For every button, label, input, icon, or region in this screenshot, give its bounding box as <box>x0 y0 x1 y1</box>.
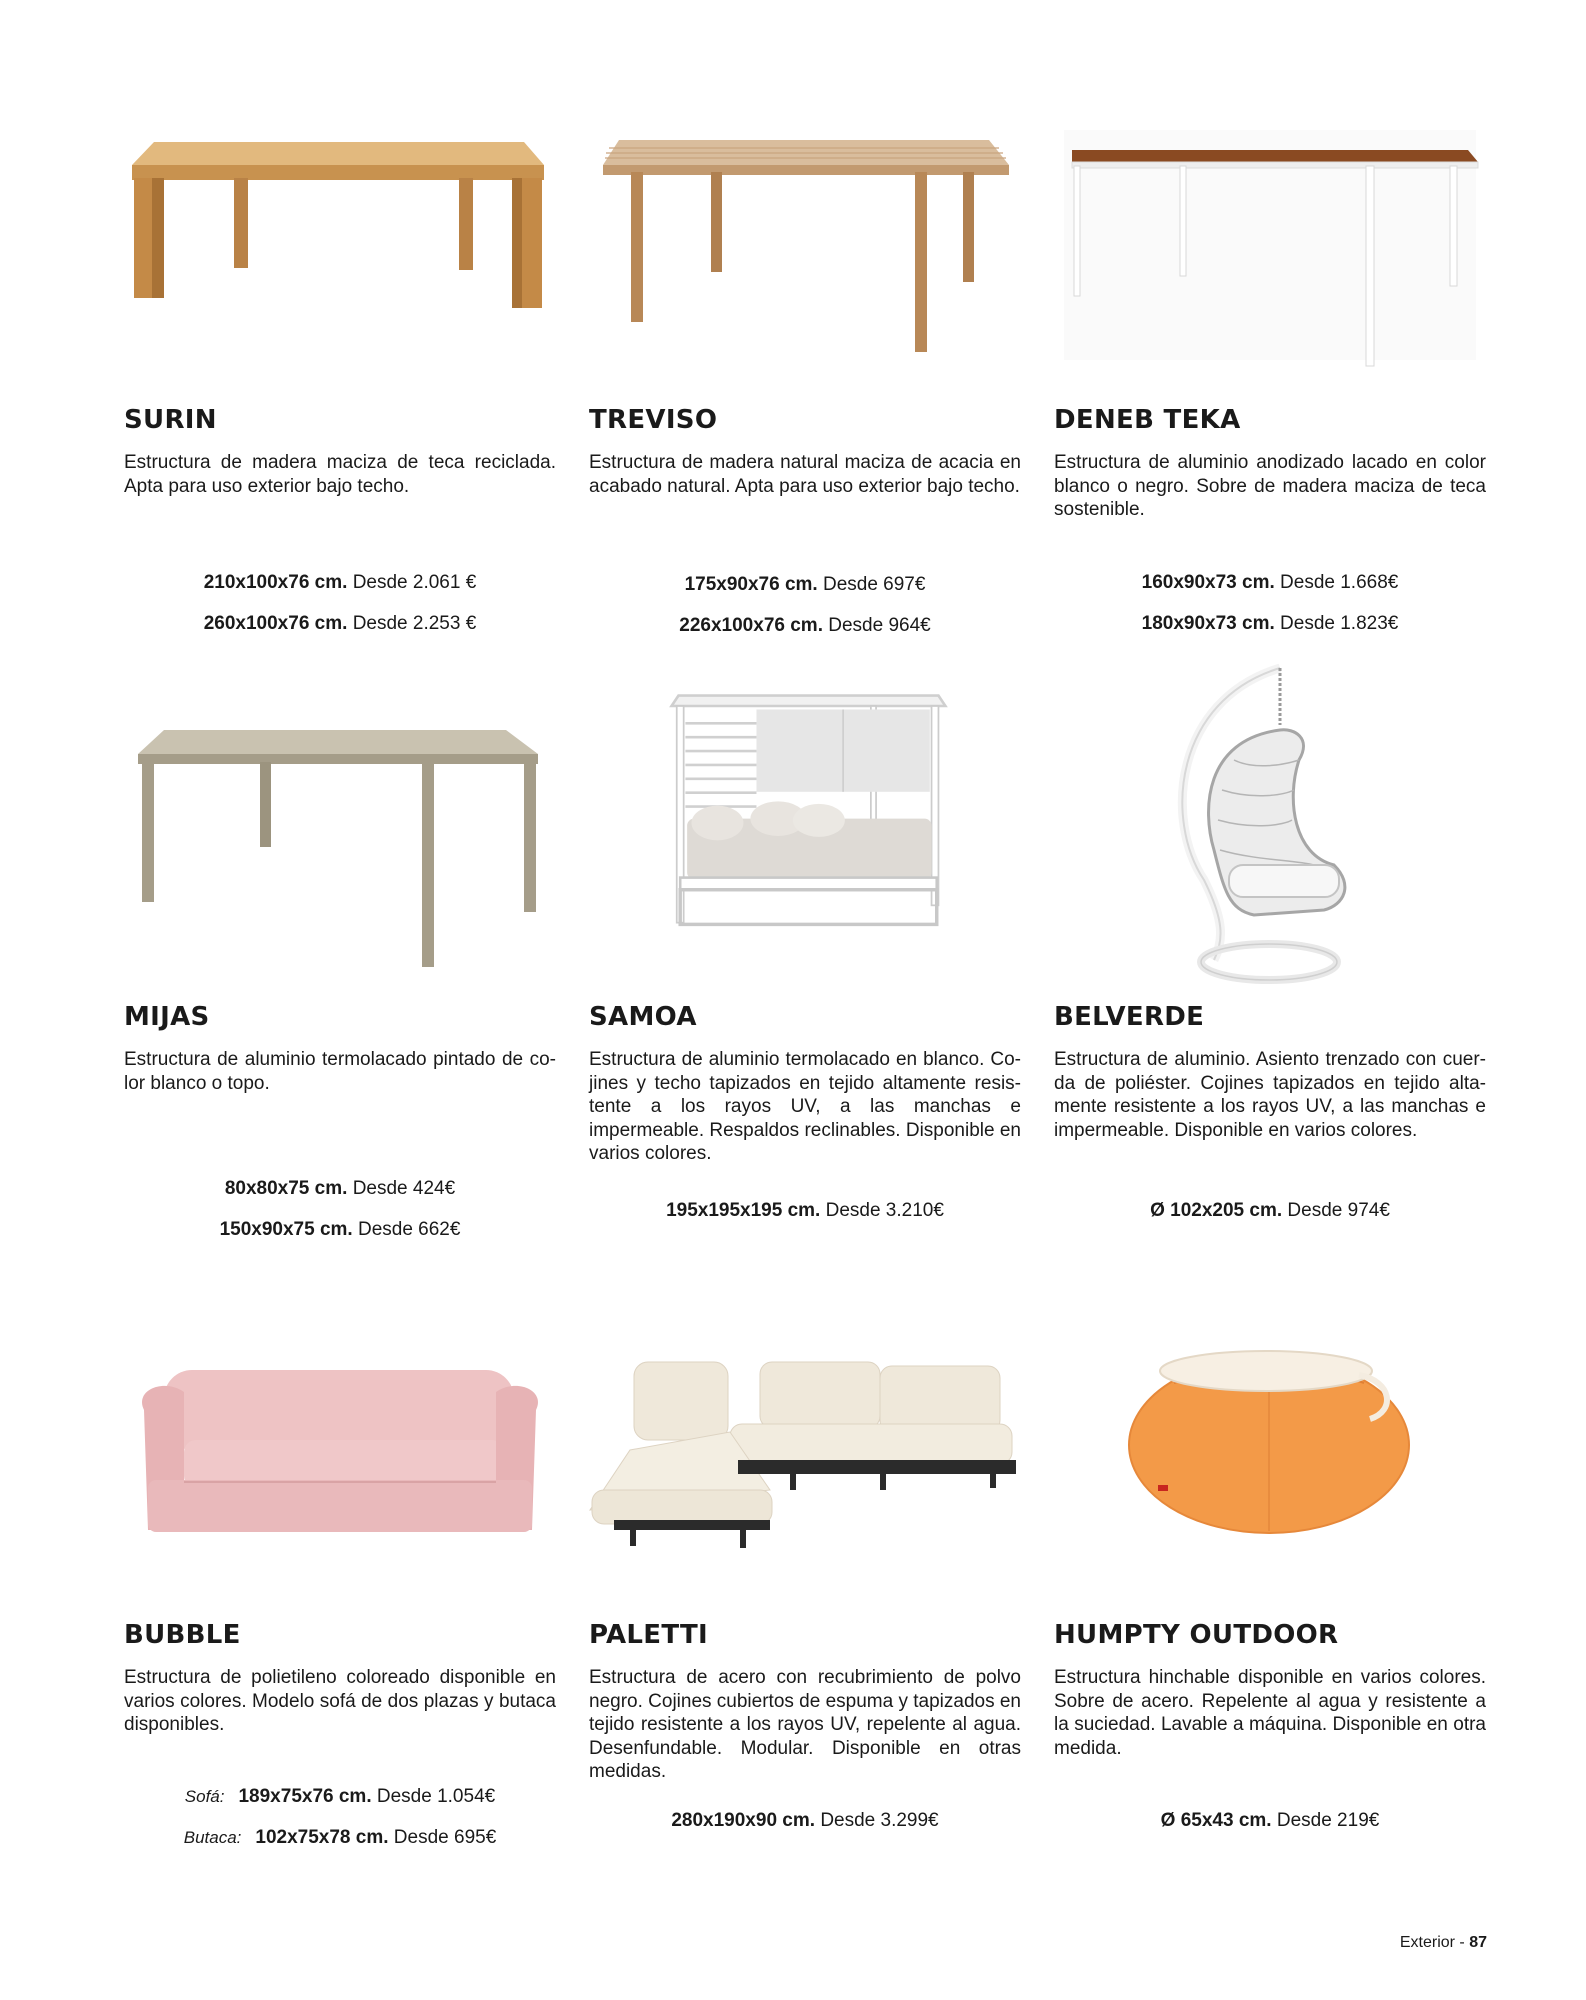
price-line <box>589 605 1021 646</box>
price-list <box>1054 1800 1486 1841</box>
price: Desde 662€ <box>357 1219 461 1240</box>
price: Desde 1.054€ <box>376 1786 496 1807</box>
price: Desde 1.668€ <box>1280 572 1399 593</box>
pink-sofa-icon <box>124 1330 556 1570</box>
price-line <box>124 1776 556 1817</box>
modular-corner-sofa-icon <box>580 1340 1030 1560</box>
taupe-table-icon <box>124 712 556 972</box>
price-line <box>1054 1190 1486 1231</box>
price-list <box>589 564 1021 646</box>
price: Desde 974€ <box>1287 1200 1390 1221</box>
dimensions: 195x195x195 cm. <box>666 1200 821 1221</box>
price: Desde 3.210€ <box>825 1200 944 1221</box>
product-description: Estructura de madera natural maciza de acacia en acabado natural. Apta para uso exterior bajo techo. <box>589 452 1021 497</box>
product-name: MIJAS <box>124 1002 210 1032</box>
dimensions: 189x75x76 cm. <box>238 1786 372 1807</box>
price-list <box>1054 562 1486 644</box>
product-description: Estructura de aluminio termolacado pintado de color blanco o topo. <box>124 1049 556 1094</box>
price: Desde 1.823€ <box>1280 613 1399 634</box>
dimensions: Ø 65x43 cm. <box>1160 1810 1272 1831</box>
price: Desde 964€ <box>828 615 931 636</box>
price-line <box>124 1817 556 1858</box>
dimensions: 175x90x76 cm. <box>684 574 818 595</box>
product-name: HUMPTY OUTDOOR <box>1054 1620 1339 1650</box>
price-line <box>589 1190 1021 1231</box>
price: Desde 219€ <box>1276 1810 1380 1831</box>
dimensions: 80x80x75 cm. <box>224 1178 348 1199</box>
product-name: DENEB TEKA <box>1054 405 1241 435</box>
product-description: Estructura de madera maciza de teca reciclada. Apta para uso exterior bajo techo. <box>124 452 556 497</box>
daybed-canopy-icon <box>589 680 1021 940</box>
dimensions: 210x100x76 cm. <box>203 572 348 593</box>
product-name: TREVISO <box>589 405 718 435</box>
price-line <box>1054 562 1486 603</box>
price-line <box>124 603 556 644</box>
price-line <box>1054 1800 1486 1841</box>
price: Desde 2.061 € <box>352 572 477 593</box>
price-line <box>124 562 556 603</box>
footer-separator: - <box>1454 1934 1470 1951</box>
product-name: SAMOA <box>589 1002 697 1032</box>
product-description: Estructura hinchable disponible en varios colores. Sobre de acero. Repelente al agua y resistente a la suciedad. Lavable a máquina. Disponible en otra medida. <box>1054 1667 1486 1759</box>
dimensions: Ø 102x205 cm. <box>1150 1200 1283 1221</box>
price-line <box>124 1168 556 1209</box>
price-line <box>589 1800 1021 1841</box>
price: Desde 3.299€ <box>820 1810 939 1831</box>
price-label: Butaca: <box>183 1828 242 1847</box>
product-description: Estructura de aluminio. Asiento trenzado con cuerda de poliéster. Cojines tapizados en tejido altamente resistente a los rayos UV, a las manchas e impermeable. Disponible en varios colores. <box>1054 1049 1486 1141</box>
dimensions: 180x90x73 cm. <box>1141 613 1275 634</box>
price-list <box>1054 1190 1486 1231</box>
price-list <box>589 1190 1021 1231</box>
product-description: Estructura de polietileno coloreado disponible en varios colores. Modelo sofá de dos plazas y butaca disponibles. <box>124 1667 556 1735</box>
price-line <box>1054 603 1486 644</box>
dimensions: 150x90x75 cm. <box>219 1219 353 1240</box>
acacia-table-icon <box>589 110 1021 370</box>
price-line <box>589 564 1021 605</box>
product-name: BELVERDE <box>1054 1002 1205 1032</box>
product-name: BUBBLE <box>124 1620 241 1650</box>
price-label: Sofá: <box>184 1787 225 1806</box>
price-line <box>124 1209 556 1250</box>
page-footer <box>1400 1934 1487 1952</box>
white-aluminium-table-icon <box>1054 110 1486 370</box>
price: Desde 424€ <box>352 1178 456 1199</box>
price-list <box>589 1800 1021 1841</box>
price: Desde 697€ <box>822 574 926 595</box>
price-list <box>124 1776 556 1858</box>
price: Desde 2.253 € <box>352 613 477 634</box>
dimensions: 160x90x73 cm. <box>1141 572 1275 593</box>
dimensions: 280x190x90 cm. <box>671 1810 816 1831</box>
product-description: Estructura de acero con recubrimiento de polvo negro. Cojines cubiertos de espuma y tapizados en tejido resistente a los rayos UV, repelente al agua. Desenfundable. Modular. Disponible en otras medidas. <box>589 1667 1021 1782</box>
dimensions: 260x100x76 cm. <box>203 613 348 634</box>
price-list <box>124 562 556 644</box>
page-number: 87 <box>1469 1934 1487 1951</box>
price-list <box>124 1168 556 1250</box>
dimensions: 102x75x78 cm. <box>255 1827 389 1848</box>
dimensions: 226x100x76 cm. <box>679 615 823 636</box>
product-name: SURIN <box>124 405 217 435</box>
price: Desde 695€ <box>393 1827 497 1848</box>
hanging-egg-chair-icon <box>1054 660 1486 990</box>
wooden-dining-table-icon <box>124 110 556 370</box>
orange-pouf-icon <box>1054 1335 1486 1565</box>
product-name: PALETTI <box>589 1620 708 1650</box>
product-description: Estructura de aluminio anodizado lacado en color blanco o negro. Sobre de madera maciza de teca sostenible. <box>1054 452 1486 520</box>
product-description: Estructura de aluminio termolacado en blanco. Cojines y techo tapizados en tejido altamente resistente a los rayos UV, a las manchas e impermeable. Respaldos reclinables. Disponible en varios colores. <box>589 1049 1021 1164</box>
footer-section: Exterior <box>1399 1934 1455 1951</box>
